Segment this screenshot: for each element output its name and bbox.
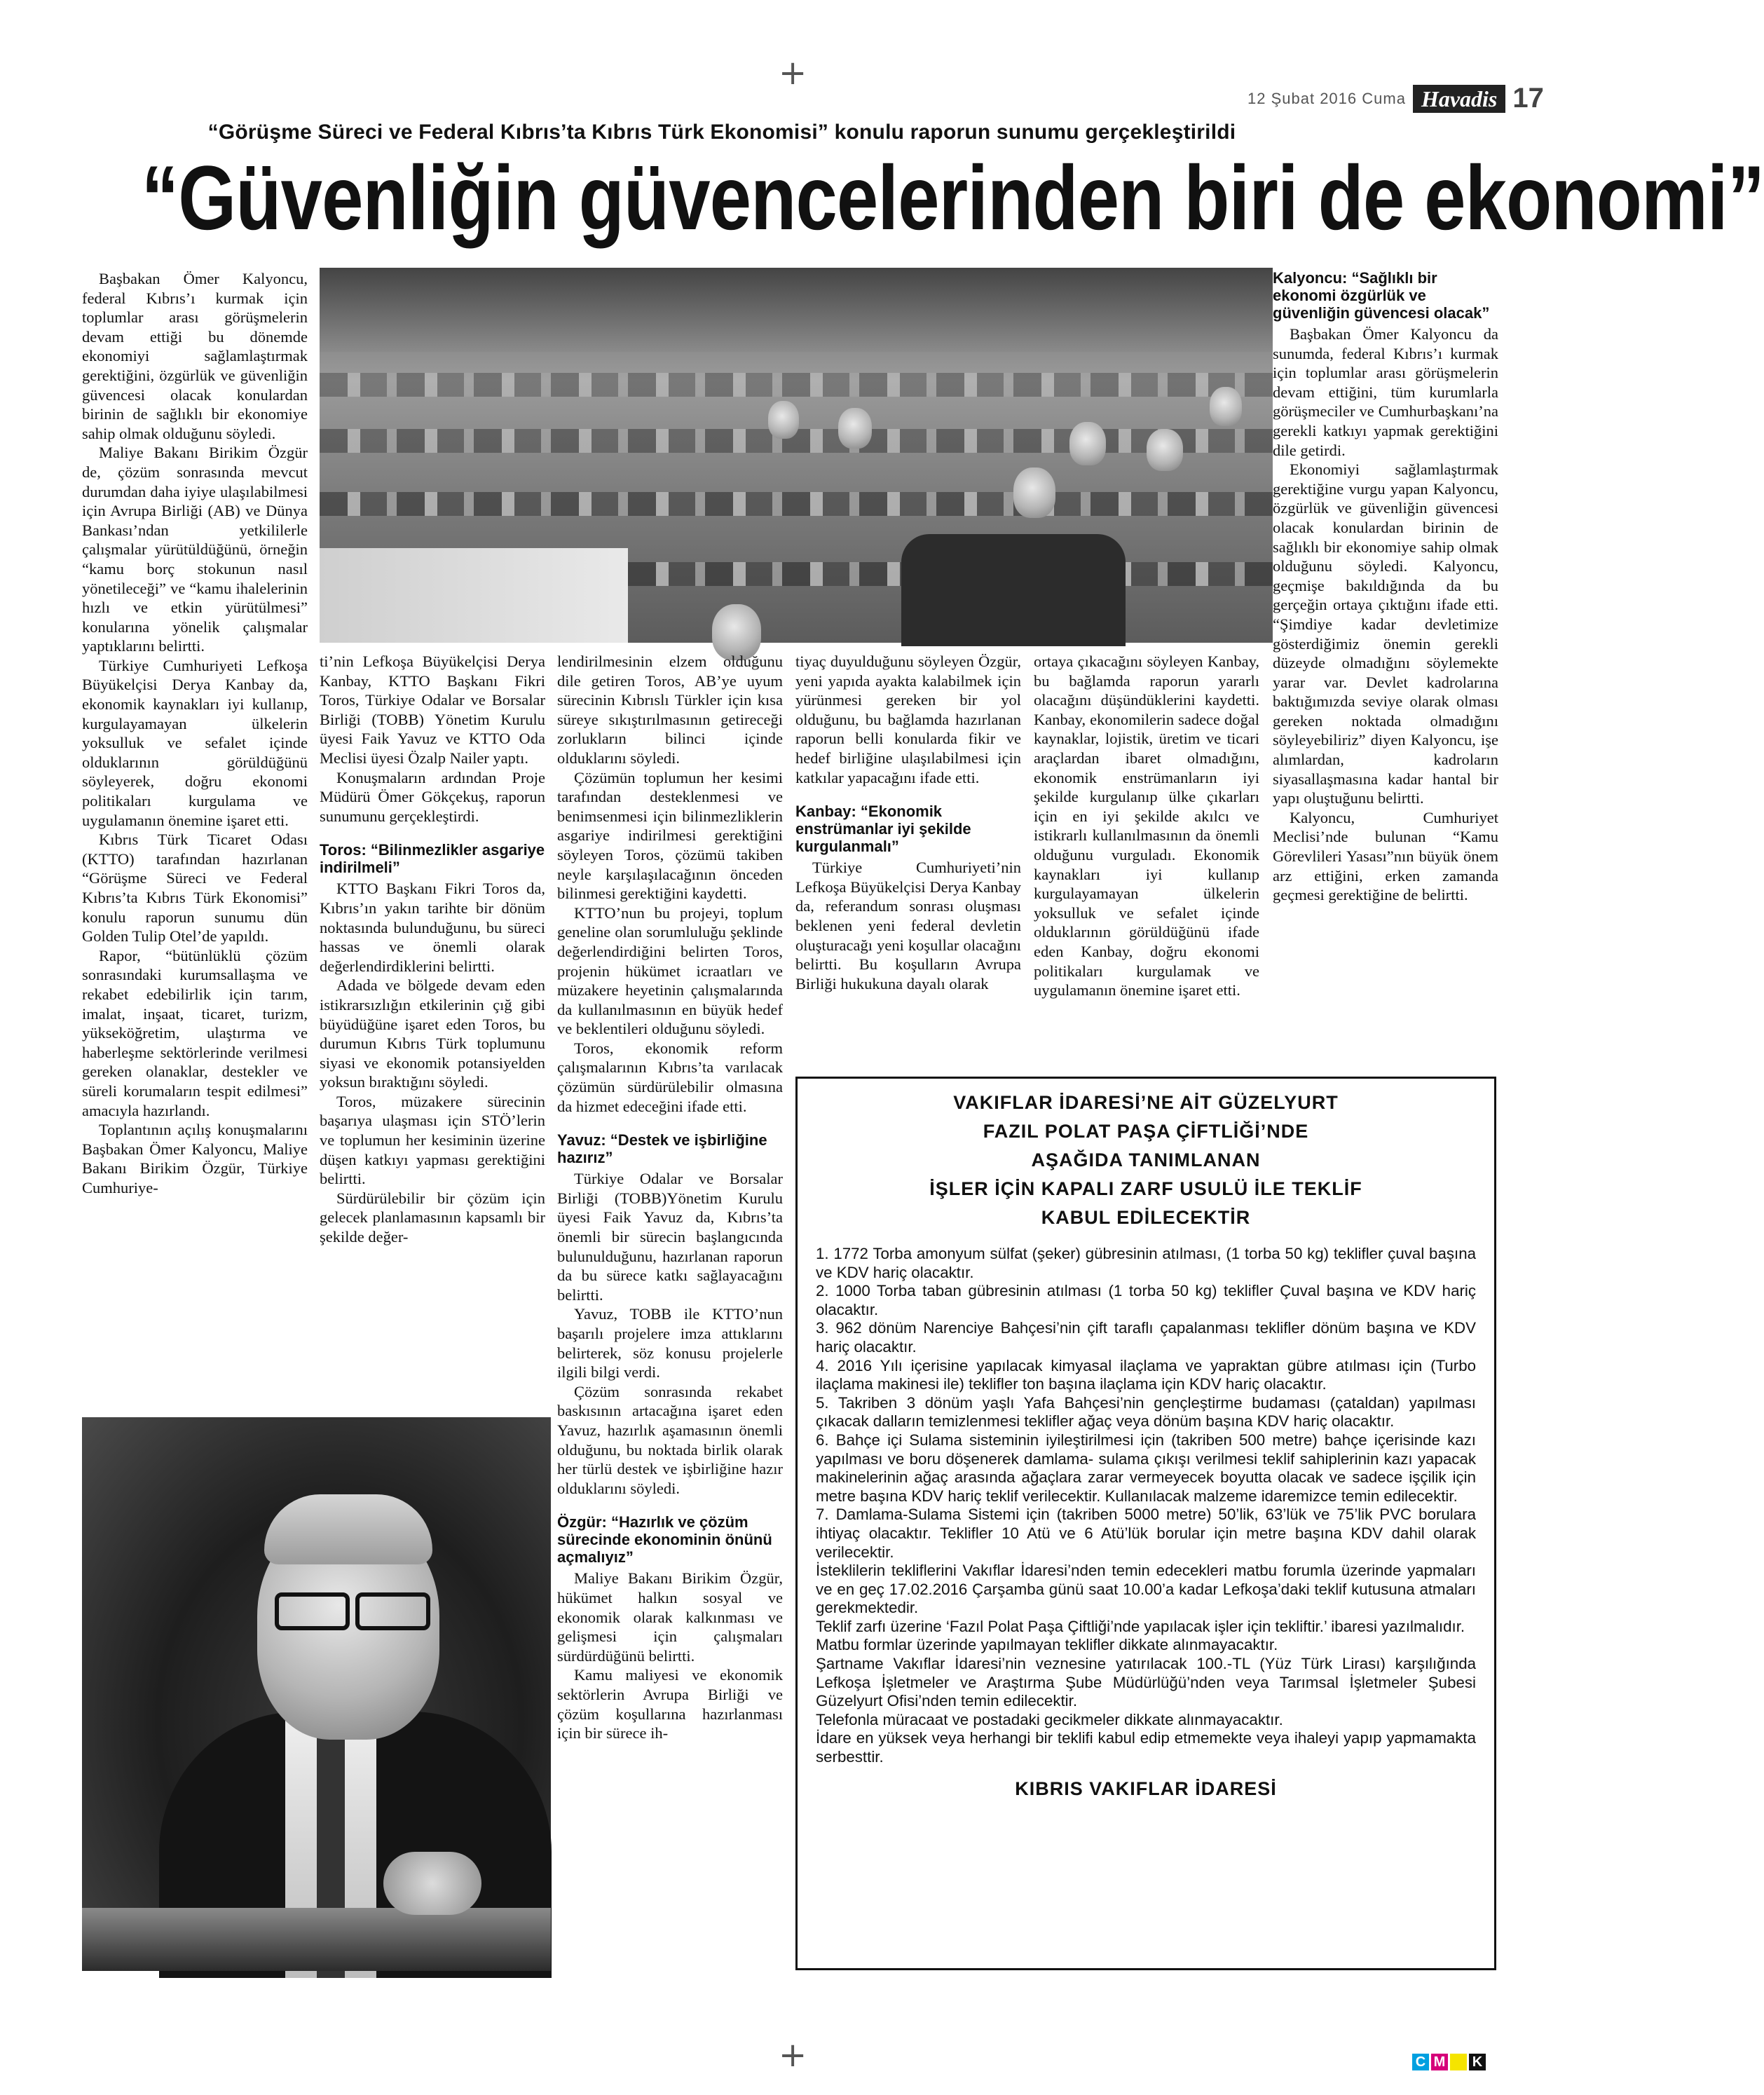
ad-item: Şartname Vakıflar İdaresi’nin veznesine yatırılacak 100.-TL (Yüz Türk Lirası) karşılığında Lefkoşa İşletmeler ve Araştırma Şube Müdürlüğü’nden veya Tarımsal İşletmeler Şubesi Güzelyurt Ofisi’nden temin edilecektir. xyxy=(816,1655,1476,1710)
ad-item: Telefonla müracaat ve postadaki gecikmeler dikkate alınmayacaktır. xyxy=(816,1710,1283,1728)
paragraph: Toplantının açılış konuşmalarını Başbakan Ömer Kalyoncu, Maliye Bakanı Birikim Özgür, Türkiye Cumhuriye- xyxy=(82,1121,308,1196)
subheading-ozgur: Özgür: “Hazırlık ve çözüm sürecinde ekonominin önünü açmalıyız” xyxy=(557,1513,772,1567)
cmyk-magenta: M xyxy=(1431,2054,1448,2070)
paragraph: KTTO Başkanı Fikri Toros da, Kıbrıs’ın yakın tarihte bir dönüm noktasında bulunduğunu, bu süreci hassas ve önemli olarak değerlendirdiklerini belirtti. xyxy=(320,880,545,975)
paragraph: Yavuz, TOBB ile KTTO’nun başarılı projelere imza attıklarını belirterek, söz konusu projelerle ilgili bilgi verdi. xyxy=(557,1305,783,1381)
paragraph: Kamu maliyesi ve ekonomik sektörlerin Avrupa Birliği ve çözüm koşullarına hazırlanması için bir sürece ih- xyxy=(557,1666,783,1742)
paragraph: Kalyoncu, Cumhuriyet Meclisi’nde bulunan “Kamu Görevlileri Yasası”nın büyük önem arz ettiğini, erken zamanda geçmesi gerektiğine de belirtti. xyxy=(1273,808,1498,904)
paragraph: Adada ve bölgede devam eden istikrarsızlığın etkilerinin çığ gibi büyüdüğüne işaret eden Toros, bu durumun Kıbrıs Türk toplumunu siyasi ve ekonomik potansiyelden yoksun bıraktığını söyledi. xyxy=(320,976,545,1091)
paragraph: KTTO’nun bu projeyi, toplum geneline olan sorumluluğu şeklinde değerlendirdiğini belirten Toros, projenin hükümet icraatları ve müzakere heyetinin çalışmalarında da kullanılmasının en büyük hedef ve beklentileri olduğunu söyledi. xyxy=(557,903,783,1038)
ad-title-line: KABUL EDİLECEKTİR xyxy=(1041,1207,1251,1228)
registration-mark-bottom: + xyxy=(779,2035,807,2075)
ad-item: 6. Bahçe içi Sulama sisteminin iyileştirilmesi için (takriben 500 metre) bahçe içerisinde kazı yapılması ve boru döşenerek damlama- sulama çıkışı verilmesi teklif sahiplerinin kazı yapacak makinelerinin ağaç arasında ağaçlara zarar vermeyecek boyutta olacak ve sadece işçilik için metre başına KDV hariç teklif verilecektir. Kullanılacak malzeme idaremizce temin edilecektir. xyxy=(816,1431,1476,1505)
page-header xyxy=(1247,83,1544,114)
paragraph: Maliye Bakanı Birikim Özgür de, çözüm sonrasında mevcut durumdan daha iyiye ulaşılabilmesi için Avrupa Birliği (AB) ve Dünya Bankası’ndan yetkililerle çalışmalar yürütüldüğünü, örneğin “kamu borç stokunun nasıl yönetileceği” ve “kamu ihalelerinin hızlı ve etkin yürütülmesi” konularına yönelik çalışmalar yaptıklarını belirtti. xyxy=(82,444,308,655)
article-column-1 xyxy=(82,269,308,1198)
article-column-5 xyxy=(1034,652,1259,1000)
subheading-yavuz: Yavuz: “Destek ve işbirliğine hazırız” xyxy=(557,1131,767,1167)
ad-item: 4. 2016 Yılı içerisine yapılacak kimyasal ilaçlama ve yapraktan gübre atılması için (Turbo ilaçlama makinesi ile) teklifler ton başına ilaçlama için KDV hariç olacaktır. xyxy=(816,1356,1476,1393)
paragraph: Konuşmaların ardından Proje Müdürü Ömer Gökçekuş, raporun sunumunu gerçekleştirdi. xyxy=(320,768,545,825)
paragraph: ortaya çıkacağını söyleyen Kanbay, bu bağlamda raporun yararlı olacağını düşündüklerini kaydetti. Kanbay, ekonomilerin sadece doğal kaynaklar, lojistik, üretim ve ticari araçlardan ibaret olmadığını, ekonomik enstrümanların iyi şekilde kurgulanıp ülke çıkarları için en iyi şekilde akılcı ve istikrarlı kullanılmasının da önemli olduğunu vurguladı. Ekonomik kaynakları iyi kullanıp kurgulayamayan ülkelerin yoksulluk ve sefalet içinde olduklarının görüldüğünü ifade eden Kanbay, doğru ekonomi politikaları kurgulamak ve uygulamanın önemine işaret etti. xyxy=(1034,653,1259,999)
page-number: 17 xyxy=(1512,83,1544,114)
cmyk-black: K xyxy=(1469,2054,1486,2070)
registration-mark-top: + xyxy=(779,53,807,93)
paragraph: Başbakan Ömer Kalyoncu, federal Kıbrıs’ı kurmak için toplumlar arası görüşmelerin devam ettiği bu dönemde ekonomiyi sağlamlaştırmak gerektiğini, özgürlük ve güvenliğin güvencesi olacak konulardan birinin de sağlıklı bir ekonomiye sahip olmak olduğunu söyledi. xyxy=(82,270,308,442)
article-column-3 xyxy=(557,652,783,1743)
ad-item: İsteklilerin tekliflerini Vakıflar İdaresi’nden temin edecekleri matbu forumla üzerinde yapmaları ve en geç 17.02.2016 Çarşamba günü saat 10.00’a kadar Lefkoşa’daki teklif kutusuna atmaları gerekmektedir. xyxy=(816,1562,1476,1617)
subheading-kanbay: Kanbay: “Ekonomik enstrümanlar iyi şekilde kurgulanmalı” xyxy=(795,803,971,856)
ad-title-line: FAZIL POLAT PAŞA ÇİFTLİĞİ’NDE xyxy=(983,1121,1309,1142)
paragraph: Başbakan Ömer Kalyoncu da sunumda, federal Kıbrıs’ı kurmak için toplumlar arası görüşmelerin devam ettiğini, tüm kurumlarla görüşmeciler ve Cumhurbaşkanı’na gerekli katkıyı yapmak gerektiğini dile getirdi. xyxy=(1273,325,1498,459)
paragraph: Kıbrıs Türk Ticaret Odası (KTTO) tarafından hazırlanan “Görüşme Süreci ve Federal Kıbrıs’ta Kıbrıs Türk Ekonomisi” konulu raporun sunumu dün Golden Tulip Otel’de yapıldı. xyxy=(82,831,308,946)
subheading-kalyoncu: Kalyoncu: “Sağlıklı bir ekonomi özgürlük ve güvenliğin güvencesi olacak” xyxy=(1273,269,1490,322)
speaker-portrait-photo xyxy=(82,1417,551,1971)
issue-date: 12 Şubat 2016 Cuma xyxy=(1247,89,1406,107)
article-column-2 xyxy=(320,652,545,1247)
paragraph: Ekonomiyi sağlamlaştırmak gerektiğine vurgu yapan Kalyoncu, özgürlük ve güvenliğin güvencesi olacak konulardan birinin de sağlıklı bir ekonomiye sahip olmak olduğunu söyledi. Kalyoncu, geçmişe bakıldığında da bu gerçeğin ortaya çıktığını ifade etti. “Şimdiye kadar devletimize gösterdiğimiz önemin gerekli düzeyde olmadığını söylemekte yarar var. Devlet kadrolarına baktığımızda seviye olarak olması gereken noktada olmadığını söyleyebiliriz” diyen Kalyoncu, işe alımlardan, kadroların siyasallaşmasına kadar hantal bir yapı oluştuğunu belirtti. xyxy=(1273,460,1498,807)
paragraph: Türkiye Odalar ve Borsalar Birliği (TOBB)Yönetim Kurulu üyesi Faik Yavuz da, Kıbrıs’ta önemli bir sürecin başlangıcında bulunulduğunu, hazırlanan raporun da bu sürece katkı sağlayacağını belirtti. xyxy=(557,1170,783,1304)
paragraph: Toros, müzakere sürecinin başarıya ulaşması için STÖ’lerin ve toplumun her kesiminin üzerine düşen katkıyı yapması gerektiğini belirtti. xyxy=(320,1092,545,1188)
paragraph: Sürdürülebilir bir çözüm için gelecek planlamasının kapsamlı bir şekilde değer- xyxy=(320,1189,545,1246)
ad-item: 3. 962 dönüm Narenciye Bahçesi’nin çift taraflı çapalanması teklifler dönüm başına ve KDV hariç olacaktır. xyxy=(816,1319,1476,1356)
article-headline: “Güvenliğin güvencelerinden biri de ekonomi” xyxy=(141,146,1764,249)
ad-title-line: İŞLER İÇİN KAPALI ZARF USULÜ İLE TEKLİF xyxy=(929,1178,1362,1199)
paragraph: Toros, ekonomik reform çalışmalarının Kıbrıs’ta varılacak çözümün sürdürülebilir olmasına da hizmet edeceğini ifade etti. xyxy=(557,1039,783,1115)
cmyk-cyan: C xyxy=(1412,2054,1429,2070)
paragraph: lendirilmesinin elzem olduğunu dile getiren Toros, AB’ye uyum sürecinin Kıbrıslı Türkler için kısa süreye sıkıştırılmasının getireceği zorlukların bilinci içinde olduklarını söyledi. xyxy=(557,653,783,767)
paragraph: ti’nin Lefkoşa Büyükelçisi Derya Kanbay, KTTO Başkanı Fikri Toros, Türkiye Odalar ve Borsalar Birliği (TOBB) Yönetim Kurulu üyesi Faik Yavuz ve KTTO Oda Meclisi üyesi Özalp Nailer yaptı. xyxy=(320,653,545,767)
ad-item: 2. 1000 Torba taban gübresinin atılması (1 torba 50 kg) teklifler Çuval başına ve KDV hariç olacaktır. xyxy=(816,1282,1476,1318)
ad-item: 5. Takriben 3 dönüm yaşlı Yafa Bahçesi’nin gençleştirme budaması (çataldan) yapılması çıkacak dalların temizlenmesi teklifler ağaç veya dönüm başına KDV hariç olacaktır. xyxy=(816,1393,1476,1431)
ad-items xyxy=(816,1245,1476,1767)
cmyk-color-bar xyxy=(1410,2054,1486,2070)
paragraph: Rapor, “bütünlüklü çözüm sonrasındaki kurumsallaşma ve rekabet edebilirlik için tarım, imalat, inşaat, ticaret, turizm, yükseköğretim, ulaştırma ve haberleşme sektörlerinde verilmesi gereken olanaklar, destekler ve süreli korumaların tespit edilmesi” amacıyla hazırlandı. xyxy=(82,946,308,1119)
article-column-6 xyxy=(1273,269,1498,905)
ad-item: Teklif zarfı üzerine ‘Fazıl Polat Paşa Çiftliği’nde yapılacak işler için tekliftir.’ ibaresi yazılmalıdır. xyxy=(816,1617,1465,1635)
ad-item: Matbu formlar üzerinde yapılmayan teklifler dikkate alınmayacaktır. xyxy=(816,1636,1278,1654)
ad-footer: KIBRIS VAKIFLAR İDARESİ xyxy=(1015,1777,1277,1799)
paragraph: Çözümün toplumun her kesimi tarafından desteklenmesi ve benimsenmesi için bilinmezliklerin asgariye indirilmesi gerektiğini söyleyen Toros, çözümü takiben neyle karşılaşılacağının önceden bilinmesi gerektiğini kaydetti. xyxy=(557,768,783,903)
newspaper-logo: Havadis xyxy=(1413,85,1505,113)
article-supertitle: “Görüşme Süreci ve Federal Kıbrıs’ta Kıbrıs Türk Ekonomisi” konulu raporun sunumu gerçekleştirildi xyxy=(207,121,1236,144)
paragraph: tiyaç duyulduğunu söyleyen Özgür, yeni yapıda ayakta kalabilmek için yürünmesi gereken bir yol olduğunu, bu bağlamda hazırlanan raporun belli konularda fikir ve hedef birliğine ulaşılabilmesi için katkılar yapacağını ifade etti. xyxy=(795,653,1021,786)
tender-advertisement xyxy=(795,1077,1496,1970)
ad-item: İdare en yüksek veya herhangi bir teklifi kabul edip etmemekte veya ihaleyi yapıp yapmamakta serbesttir. xyxy=(816,1729,1476,1766)
paragraph: Türkiye Cumhuriyeti Lefkoşa Büyükelçisi Derya Kanbay da, ekonomik kaynakları iyi kullanıp, kurgulayamayan ülkelerin yoksulluk ve sefalet içinde olduklarının görüldüğünü söyleyerek, doğru ekonomi politikaları kurgulama ve uygulamanın önemine işaret etti. xyxy=(82,656,308,829)
conference-photo xyxy=(320,268,1273,643)
ad-title-line: AŞAĞIDA TANIMLANAN xyxy=(1031,1149,1261,1171)
ad-item: 1. 1772 Torba amonyum sülfat (şeker) gübresinin atılması, (1 torba 50 kg) teklifler çuval başına ve KDV hariç olacaktır. xyxy=(816,1245,1476,1281)
ad-title xyxy=(816,1089,1476,1232)
cmyk-yellow: Y xyxy=(1450,2054,1467,2070)
ad-title-line: VAKIFLAR İDARESİ’NE AİT GÜZELYURT xyxy=(953,1092,1339,1113)
paragraph: Türkiye Cumhuriyeti’nin Lefkoşa Büyükelçisi Derya Kanbay da, referandum sonrası oluşması beklenen yeni federal devletin oluşturacağı yeni koşullar olacağını belirtti. Bu koşulların Avrupa Birliği hukukuna dayalı olarak xyxy=(795,859,1021,992)
paragraph: Çözüm sonrasında rekabet baskısının artacağına işaret eden Yavuz, hazırlık aşamasının önemli olduğunu, bu noktada birlik olarak her türlü destek ve işbirliğine hazır olduklarını söyledi. xyxy=(557,1382,783,1497)
article-column-4 xyxy=(795,652,1021,993)
ad-item: 7. Damlama-Sulama Sistemi için (takriben 5000 metre) 50’lik, 63’lük ve 75’lik PVC borulara ihtiyaç olacaktır. Teklifler 10 Atü ve 6 Atü’lük borular için metre başına KDV dahil olarak verilecektir. xyxy=(816,1506,1476,1561)
paragraph: Maliye Bakanı Birikim Özgür, hükümet halkın sosyal ve ekonomik olarak kalkınması ve gelişmesi için çalışmaları sürdürdüğünü belirtti. xyxy=(557,1569,783,1665)
subheading-toros: Toros: “Bilinmezlikler asgariye indirilmeli” xyxy=(320,841,545,877)
